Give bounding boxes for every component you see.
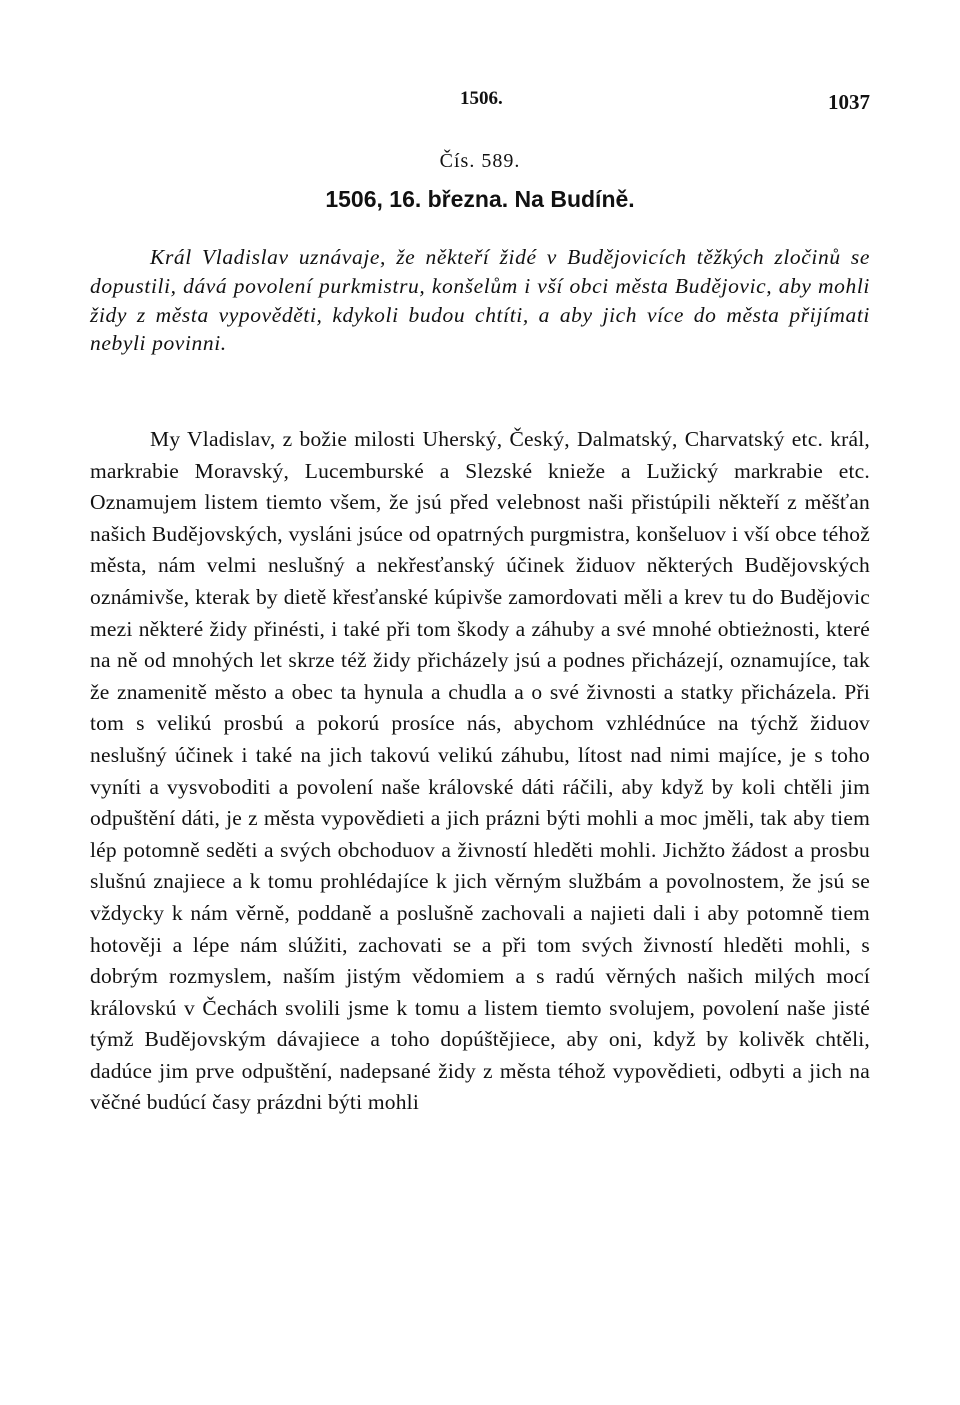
document-number: Čís. 589. <box>439 150 521 172</box>
document-page <box>90 0 870 1405</box>
page-number: 1037 <box>828 90 870 114</box>
document-abstract: Král Vladislav uznávaje, že někteří židé v Budějovicích těžkých zločinů se dopustili, dává povolení purkmistru, konšelům i vší obci města Budějovic, aby mohli židy z města vypověděti, kdykoli budou chtíti, a aby jich více do města přijímati nebyli povinni. <box>90 245 870 356</box>
running-head-year: 1506. <box>460 88 503 109</box>
document-date-place: 1506, 16. března. Na Budíně. <box>325 186 635 212</box>
running-head <box>90 88 870 112</box>
document-body: My Vladislav, z božie milosti Uherský, Český, Dalmatský, Charvatský etc. král, markrabie Moravský, Lucemburské a Slezské knieže a Lužický markrabie etc. Oznamujem listem tiemto všem, že jsú před velebnost naši přistúpili někteří z měšťan našich Budějovských, vysláni jsúce od opatrných purgmistra, konšeluov i vší obce téhož města, nám velmi neslušný a nekřesťanský účinek židuov některých Budějovských oznámivše, kterak by dietě křesťanské kúpivše zamordovati měli a krev tu do Budějovic mezi některé židy přinésti, i také při tom škody a záhuby a své mnohé obtieżnosti, které na ně od mnohých let skrze též židy přicházely jsú a podnes přicházejí, oznamujíce, tak že znamenitě město a obec ta hynula a chudla a o své živnosti a statky přicházela. Při tom s velikú prosbú a pokorú prosíce nás, abychom vzhlédnúce na týchž židuov neslušný účinek i také na jich takovú velikú záhubu, lítost nad nimi majíce, je s toho vyníti a vysvoboditi a povolení naše královské dáti ráčili, aby když by koli chtěli jim odpuštění dáti, je z města vypovědieti a jich prázni býti mohli a moc jměli, tak aby tiem lép potomně seděti a svých obchoduov a živností hleděti mohli. Jichžto žádost a prosbu slušnú znajiece a k tomu prohlédajíce k jich věrným službám a povolnostem, že jsú se vždycky k nám věrně, poddaně a poslušně zachovali a najieti dali i aby potomně tiem hotověji a lépe nám slúžiti, zachovati se a při tom svých živností hleděti mohli, s dobrým rozmyslem, naším jistým vědomiem a s radú věrných našich milých mocí královskú v Čechách svolili jsme k tomu a listem tiemto svolujem, povolení naše jisté týmž Budějovským dávajiece a toho dopúštějiece, aby oni, když by kolivěk chtěli, dadúce jim prve odpuštění, nadepsané židy z města téhož vypovědieti, odbyti a jich na věčné budúcí časy prázdni býti mohli <box>90 427 870 1115</box>
